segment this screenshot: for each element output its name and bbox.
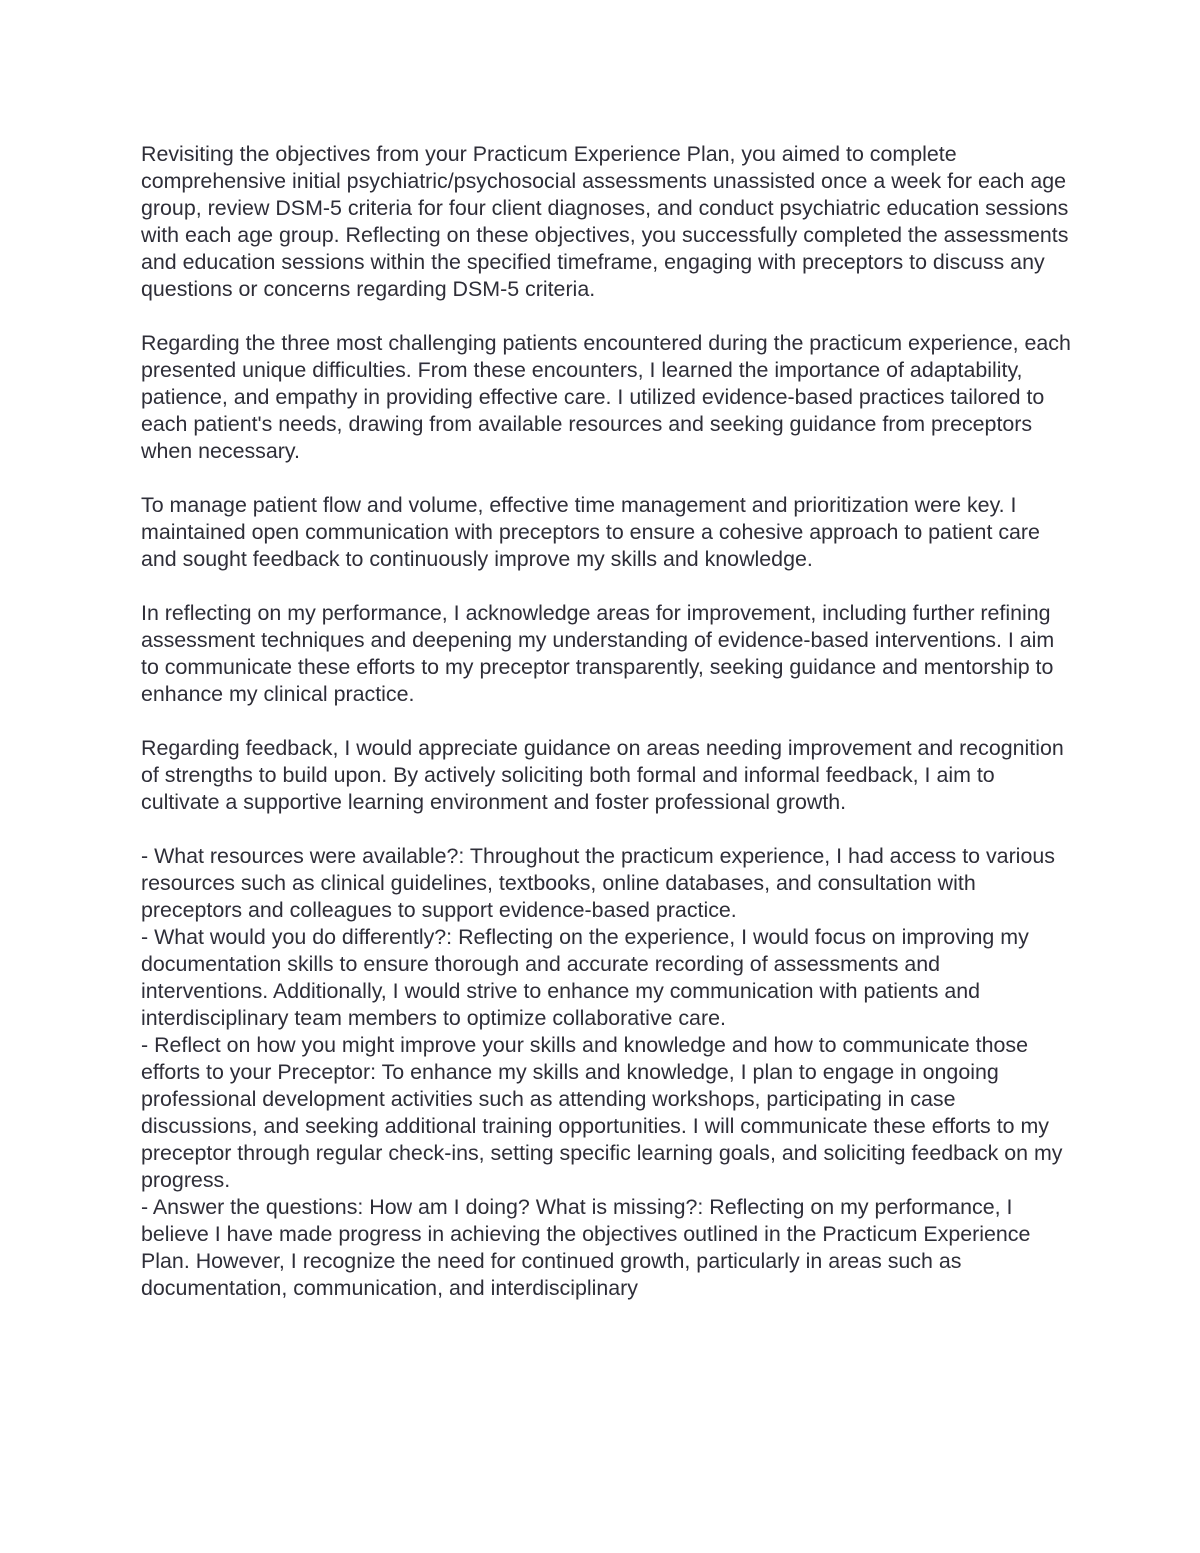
paragraph-challenging-patients: Regarding the three most challenging patients encountered during the practicum experience, each presented unique difficulties. From these encounters, I learned the importance of adaptability, patience, and empathy in providing effective care. I utilized evidence-based practices tailored to each patient's needs, drawing from available resources and seeking guidance from preceptors when necessary. <box>141 331 1071 463</box>
qa-item-differently: - What would you do differently?: Reflecting on the experience, I would focus on improving my documentation skills to ensure thorough and accurate recording of assessments and interventions. Additionally, I would strive to enhance my communication with patients and interdisciplinary team members to optimize collaborative care. <box>141 925 1029 1030</box>
qa-item-how-am-i-doing: - Answer the questions: How am I doing? What is missing?: Reflecting on my performance, I believe I have made progress in achieving the objectives outlined in the Practicum Experience Plan. However, I recognize the need for continued growth, particularly in areas such as documentation, communication, and interdisciplinary <box>141 1195 1031 1300</box>
paragraph-objectives: Revisiting the objectives from your Practicum Experience Plan, you aimed to complete comprehensive initial psychiatric/psychosocial assessments unassisted once a week for each age group, review DSM-5 criteria for four client diagnoses, and conduct psychiatric education sessions with each age group. Reflecting on these objectives, you successfully completed the assessments and education sessions within the specified timeframe, engaging with preceptors to discuss any questions or concerns regarding DSM-5 criteria. <box>141 142 1069 301</box>
qa-item-improve-skills: - Reflect on how you might improve your skills and knowledge and how to communicate those efforts to your Preceptor: To enhance my skills and knowledge, I plan to engage in ongoing professional development activities such as attending workshops, participating in case discussions, and seeking additional training opportunities. I will communicate these efforts to my preceptor through regular check-ins, setting specific learning goals, and soliciting feedback on my progress. <box>141 1033 1063 1192</box>
document-body <box>141 141 1071 1302</box>
paragraph-feedback: Regarding feedback, I would appreciate guidance on areas needing improvement and recognition of strengths to build upon. By actively soliciting both formal and informal feedback, I aim to cultivate a supportive learning environment and foster professional growth. <box>141 736 1064 814</box>
paragraph-patient-flow: To manage patient flow and volume, effective time management and prioritization were key. I maintained open communication with preceptors to ensure a cohesive approach to patient care and sought feedback to continuously improve my skills and knowledge. <box>141 493 1040 571</box>
question-answer-list <box>141 843 1071 1302</box>
qa-item-resources: - What resources were available?: Throughout the practicum experience, I had access to various resources such as clinical guidelines, textbooks, online databases, and consultation with preceptors and colleagues to support evidence-based practice. <box>141 844 1055 922</box>
paragraph-performance: In reflecting on my performance, I acknowledge areas for improvement, including further refining assessment techniques and deepening my understanding of evidence-based interventions. I aim to communicate these efforts to my preceptor transparently, seeking guidance and mentorship to enhance my clinical practice. <box>141 601 1055 706</box>
